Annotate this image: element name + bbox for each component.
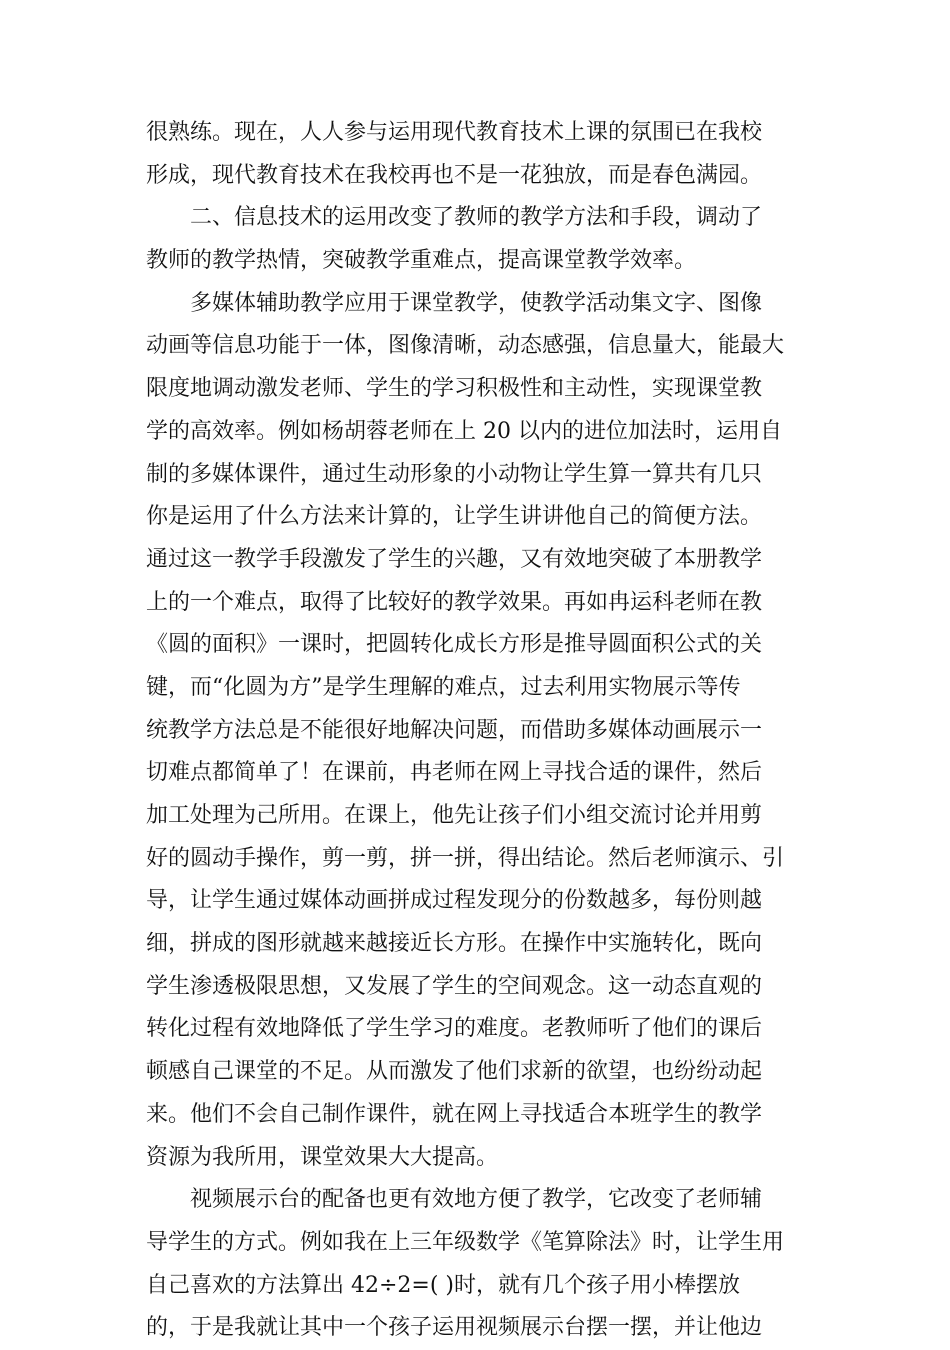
paragraph	[146, 197, 806, 282]
text-line: 制的多媒体课件，通过生动形象的小动物让学生算一算共有几只	[146, 461, 763, 487]
text-line: 切难点都简单了！在课前，冉老师在网上寻找合适的课件，然后	[146, 760, 763, 786]
text-line: 细，拼成的图形就越来越接近长方形。在操作中实施转化，既向	[146, 931, 763, 957]
text-line: 你是运用了什么方法来计算的，让学生讲讲他自己的简便方法。	[146, 504, 763, 530]
text-line: 《圆的面积》一课时，把圆转化成长方形是推导圆面积公式的关	[146, 632, 763, 658]
text-line: 自己喜欢的方法算出 42÷2=( )时，就有几个孩子用小棒摆放	[146, 1272, 741, 1298]
text-line: 资源为我所用，课堂效果大大提高。	[146, 1144, 499, 1170]
text-line: 键，而“化圆为方”是学生理解的难点，过去利用实物展示等传	[146, 674, 741, 700]
paragraph	[146, 1179, 806, 1350]
text-line: 导学生的方式。例如我在上三年级数学《笔算除法》时，让学生用	[146, 1229, 785, 1255]
text-line: 很熟练。现在，人人参与运用现代教育技术上课的氛围已在我校	[146, 120, 763, 145]
text-line: 来。他们不会自己制作课件，就在网上寻找适合本班学生的教学	[146, 1101, 763, 1127]
text-line: 限度地调动激发老师、学生的学习积极性和主动性，实现课堂教	[146, 376, 763, 402]
text-line: 上的一个难点，取得了比较好的教学效果。再如冉运科老师在教	[146, 589, 763, 615]
text-line: 通过这一教学手段激发了学生的兴趣，又有效地突破了本册教学	[146, 546, 763, 572]
text-line: 动画等信息功能于一体，图像清晰，动态感强，信息量大，能最大	[146, 333, 785, 359]
text-line: 导，让学生通过媒体动画拼成过程发现分的份数越多，每份则越	[146, 888, 763, 914]
text-line: 好的圆动手操作，剪一剪，拼一拼，得出结论。然后老师演示、引	[146, 845, 785, 871]
text-line: 多媒体辅助教学应用于课堂教学，使教学活动集文字、图像	[190, 290, 763, 316]
text-line: 视频展示台的配备也更有效地方便了教学，它改变了老师辅	[190, 1187, 763, 1213]
document-page	[146, 112, 806, 1350]
text-line: 二、信息技术的运用改变了教师的教学方法和手段，调动了	[190, 205, 763, 231]
text-line: 加工处理为己所用。在课上，他先让孩子们小组交流讨论并用剪	[146, 803, 763, 828]
text-line: 转化过程有效地降低了学生学习的难度。老教师听了他们的课后	[146, 1016, 763, 1042]
text-line: 形成，现代教育技术在我校再也不是一花独放，而是春色满园。	[146, 162, 763, 188]
document-body	[146, 112, 806, 1350]
paragraph	[146, 112, 806, 197]
text-line: 统教学方法总是不能很好地解决问题，而借助多媒体动画展示一	[146, 717, 763, 743]
text-line: 教师的教学热情，突破教学重难点，提高课堂教学效率。	[146, 248, 697, 274]
text-line: 学生渗透极限思想，又发展了学生的空间观念。这一动态直观的	[146, 973, 763, 999]
text-line: 顿感自己课堂的不足。从而激发了他们求新的欲望，也纷纷动起	[146, 1059, 763, 1085]
paragraph	[146, 283, 806, 1179]
text-line: 的，于是我就让其中一个孩子运用视频展示台摆一摆，并让他边	[146, 1315, 763, 1341]
text-line: 学的高效率。例如杨胡蓉老师在上 20 以内的进位加法时，运用自	[146, 418, 782, 444]
